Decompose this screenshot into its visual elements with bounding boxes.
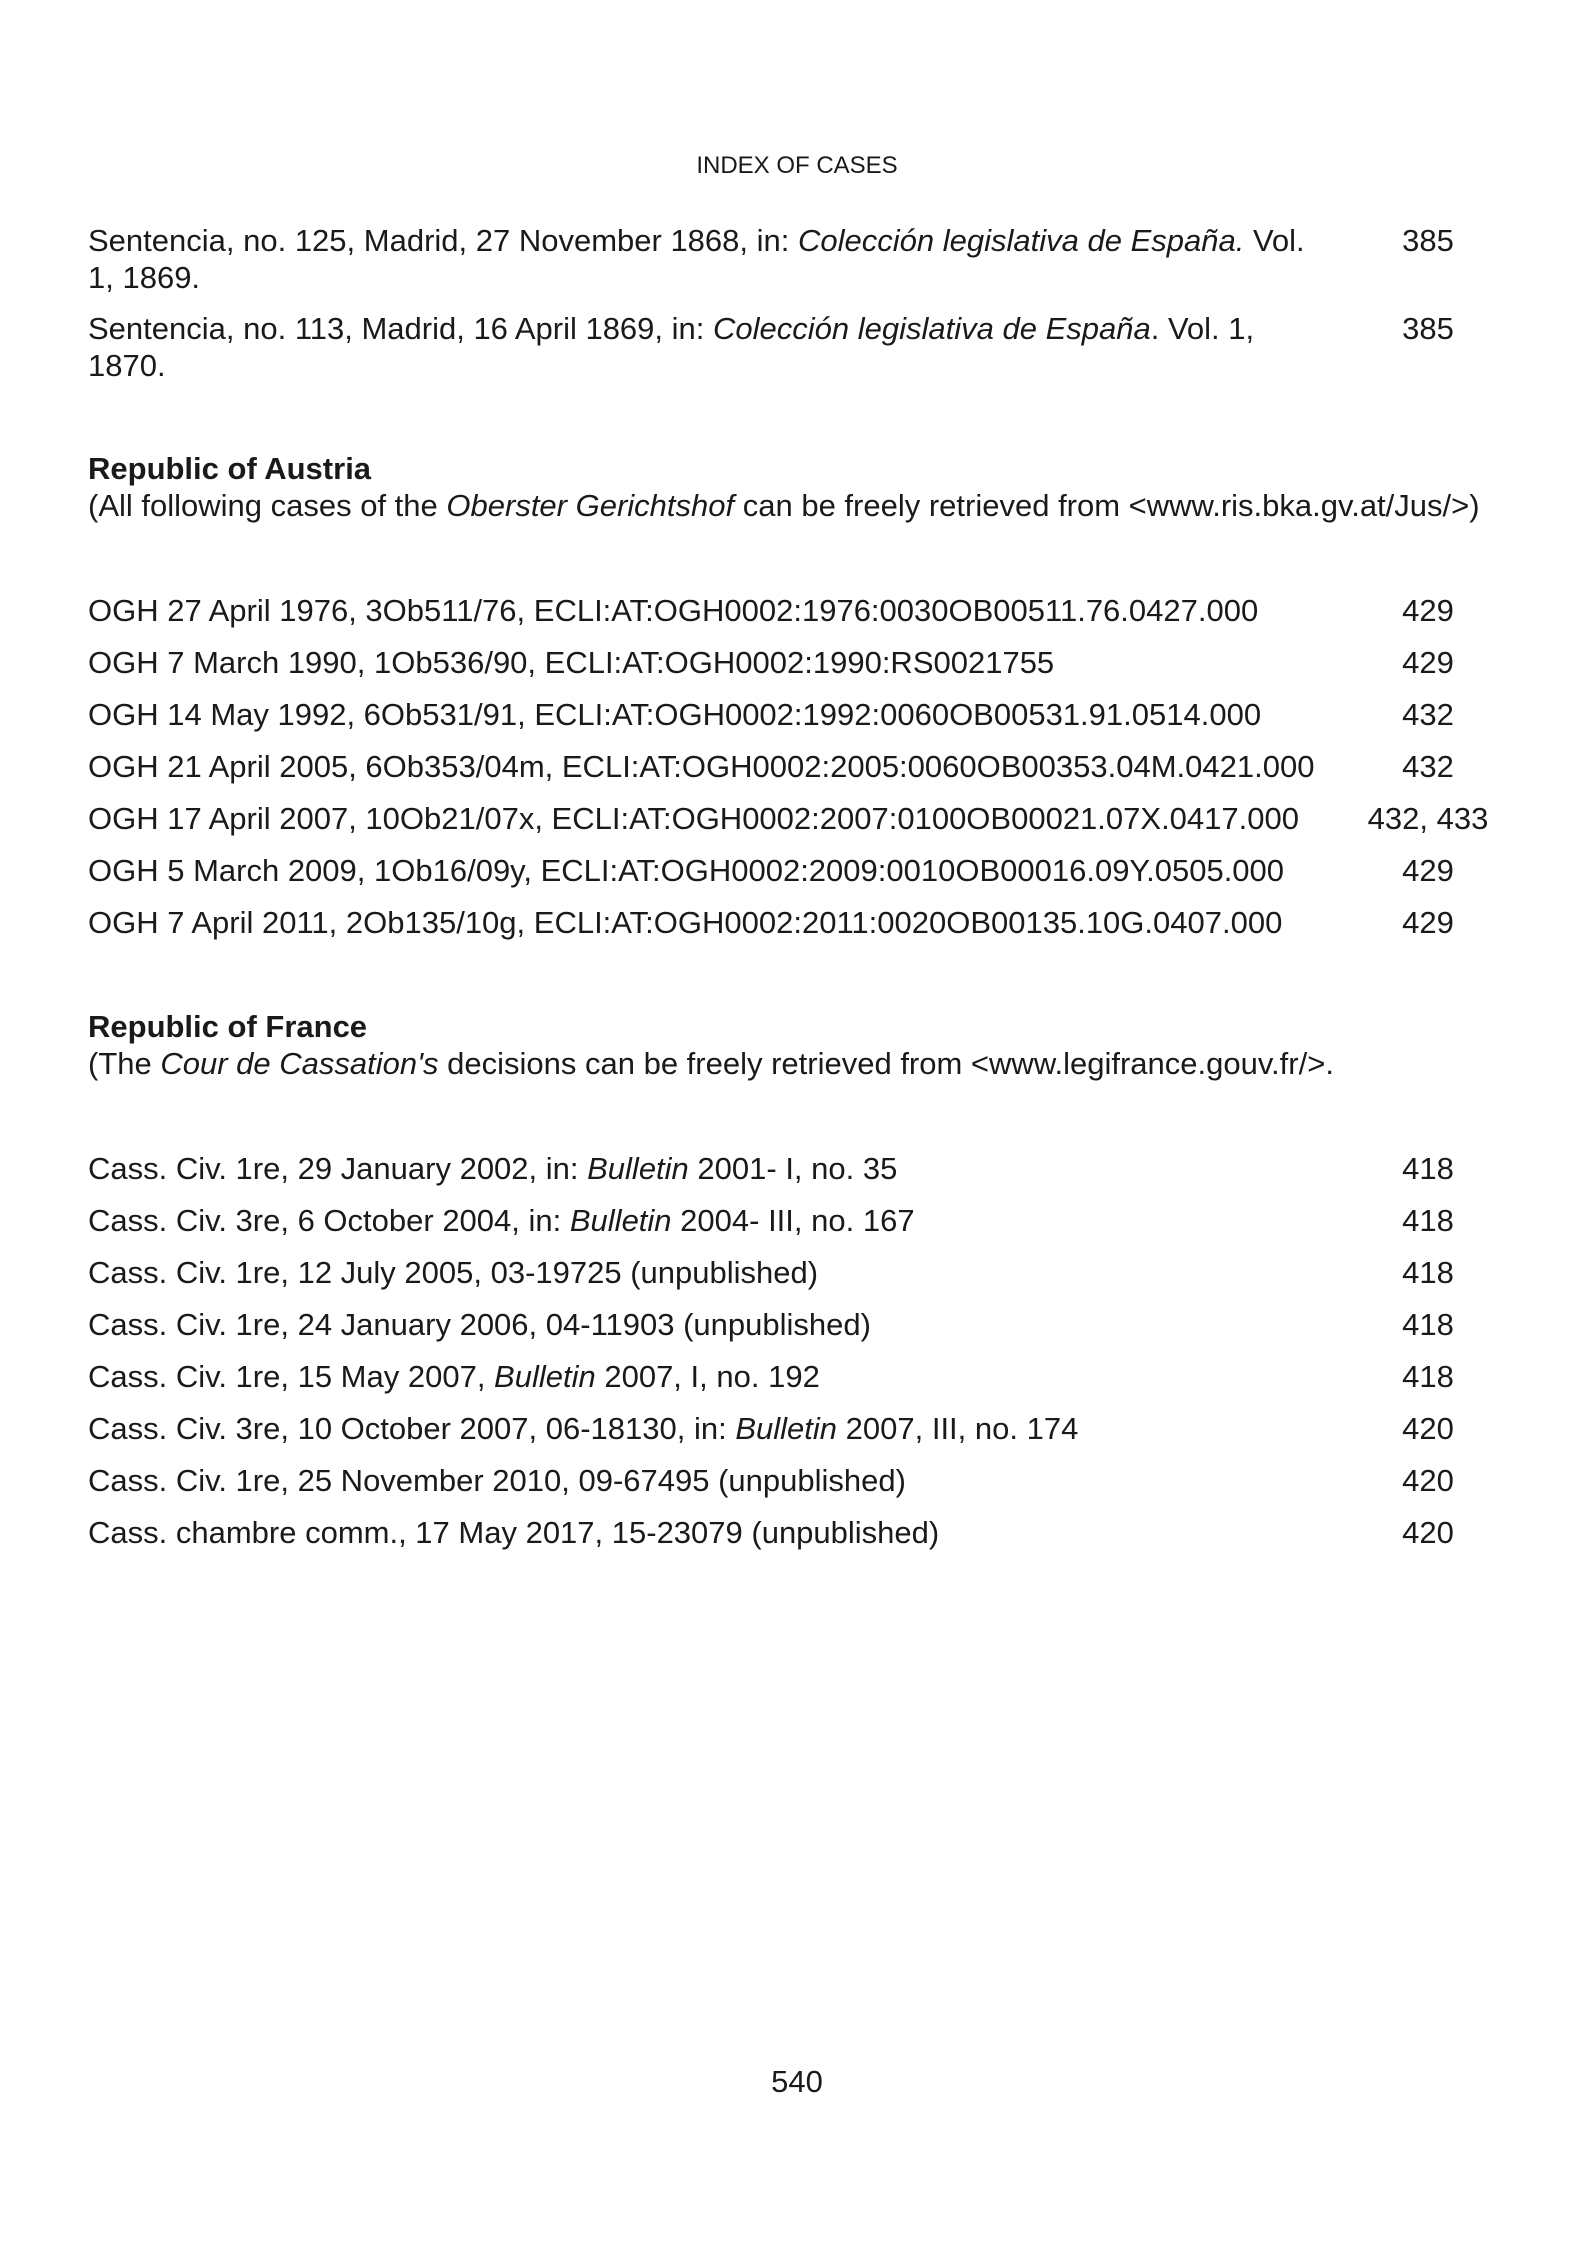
case-citation <box>88 1410 1338 1447</box>
case-pages: 429 <box>1402 645 1454 680</box>
citation-text: Cass. Civ. 1re, 15 May 2007, <box>88 1359 495 1394</box>
citation-source-italic: Bulletin <box>494 1359 596 1394</box>
section-note-austria <box>88 487 1508 524</box>
citation-text: 2004- III, no. 167 <box>671 1203 915 1238</box>
note-text: (All following cases of the <box>88 488 447 523</box>
case-entry <box>88 1306 1508 1358</box>
france-case-list <box>88 1150 1508 1566</box>
spain-case-list <box>88 222 1508 384</box>
citation-text: Cass. Civ. 3re, 6 October 2004, in: <box>88 1203 570 1238</box>
case-citation: OGH 5 March 2009, 1Ob16/09y, ECLI:AT:OGH0002:2009:0010OB00016.09Y.0505.000 <box>88 853 1285 888</box>
austria-case-list <box>88 592 1508 956</box>
citation-text: 2007, III, no. 174 <box>837 1411 1079 1446</box>
case-entry <box>88 1202 1508 1254</box>
index-body <box>88 222 1508 1566</box>
case-citation <box>88 1358 1338 1395</box>
case-citation <box>88 310 1338 384</box>
case-entry <box>88 852 1508 904</box>
case-pages: 418 <box>1402 1151 1454 1186</box>
case-citation <box>88 1254 1338 1291</box>
citation-source-italic: Bulletin <box>569 1203 672 1238</box>
case-citation: OGH 27 April 1976, 3Ob511/76, ECLI:AT:OGH0002:1976:0030OB00511.76.0427.000 <box>88 593 1259 628</box>
case-pages: 418 <box>1402 1307 1454 1342</box>
citation-text: Cass. Civ. 1re, 29 January 2002, in: <box>88 1151 588 1186</box>
citation-text: . Vol. 1, 1870. <box>88 311 1255 383</box>
case-entry <box>88 592 1508 644</box>
case-entry <box>88 222 1508 296</box>
case-pages: 418 <box>1402 1255 1454 1290</box>
case-pages: 385 <box>1402 223 1454 258</box>
citation-source-italic: Bulletin <box>735 1411 838 1446</box>
case-citation <box>88 1202 1338 1239</box>
case-citation <box>88 1462 1338 1499</box>
case-entry <box>88 1150 1508 1202</box>
note-court-italic: Cour de Cassation's <box>160 1046 439 1081</box>
note-text: decisions can be freely retrieved from <www.legifrance.gouv.fr/>. <box>438 1046 1334 1081</box>
citation-source-italic: Bulletin <box>587 1151 689 1186</box>
austria-section-heading <box>88 450 1508 524</box>
case-entry <box>88 1462 1508 1514</box>
case-pages: 429 <box>1402 853 1454 888</box>
case-entry <box>88 748 1508 800</box>
case-pages: 418 <box>1402 1359 1454 1394</box>
citation-text: Cass. Civ. 1re, 25 November 2010, 09-67495 (unpublished) <box>88 1463 906 1498</box>
case-pages: 420 <box>1402 1411 1454 1446</box>
case-pages: 420 <box>1402 1463 1454 1498</box>
citation-text: Sentencia, no. 113, Madrid, 16 April 1869, in: <box>88 311 713 346</box>
citation-text: Cass. Civ. 1re, 12 July 2005, 03-19725 (unpublished) <box>88 1255 819 1290</box>
case-citation <box>88 222 1338 296</box>
case-pages: 429 <box>1402 593 1454 628</box>
case-citation: OGH 17 April 2007, 10Ob21/07x, ECLI:AT:OGH0002:2007:0100OB00021.07X.0417.000 <box>88 801 1299 836</box>
note-text: can be freely retrieved from <www.ris.bka.gv.at/Jus/>) <box>734 488 1480 523</box>
case-pages: 429 <box>1402 905 1454 940</box>
case-entry <box>88 310 1508 384</box>
case-citation <box>88 1150 1338 1187</box>
case-entry <box>88 1254 1508 1306</box>
running-header: INDEX OF CASES <box>696 152 898 179</box>
case-entry <box>88 800 1508 852</box>
page-number: 540 <box>771 2064 823 2099</box>
section-title-austria: Republic of Austria <box>88 451 372 486</box>
case-pages: 432 <box>1402 697 1454 732</box>
section-title-france: Republic of France <box>88 1009 368 1044</box>
citation-source-italic: Colección legislativa de España <box>713 311 1151 346</box>
case-entry <box>88 644 1508 696</box>
citation-text: Vol. 1, 1869. <box>88 223 1305 295</box>
section-note-france <box>88 1045 1508 1082</box>
case-citation: OGH 21 April 2005, 6Ob353/04m, ECLI:AT:OGH0002:2005:0060OB00353.04M.0421.000 <box>88 749 1315 784</box>
case-entry <box>88 696 1508 748</box>
case-citation <box>88 1514 1338 1551</box>
citation-text: 2007, I, no. 192 <box>595 1359 820 1394</box>
case-pages: 432, 433 <box>1367 801 1489 836</box>
case-citation: OGH 14 May 1992, 6Ob531/91, ECLI:AT:OGH0002:1992:0060OB00531.91.0514.000 <box>88 697 1262 732</box>
note-text: (The <box>88 1046 161 1081</box>
france-section-heading <box>88 1008 1508 1082</box>
case-pages: 418 <box>1402 1203 1454 1238</box>
citation-text: Sentencia, no. 125, Madrid, 27 November 1868, in: <box>88 223 798 258</box>
citation-text: Cass. Civ. 1re, 24 January 2006, 04-11903 (unpublished) <box>88 1307 871 1342</box>
case-citation <box>88 1306 1338 1343</box>
case-pages: 420 <box>1402 1515 1454 1550</box>
case-citation: OGH 7 April 2011, 2Ob135/10g, ECLI:AT:OGH0002:2011:0020OB00135.10G.0407.000 <box>88 905 1283 940</box>
note-court-italic: Oberster Gerichtshof <box>446 488 735 523</box>
citation-text: Cass. Civ. 3re, 10 October 2007, 06-18130, in: <box>88 1411 736 1446</box>
case-entry <box>88 904 1508 956</box>
case-entry <box>88 1410 1508 1462</box>
case-pages: 385 <box>1402 311 1454 346</box>
case-entry <box>88 1358 1508 1410</box>
case-pages: 432 <box>1402 749 1454 784</box>
citation-text: 2001- I, no. 35 <box>688 1151 898 1186</box>
case-entry <box>88 1514 1508 1566</box>
citation-source-italic: Colección legislativa de España. <box>798 223 1245 258</box>
citation-text: Cass. chambre comm., 17 May 2017, 15-23079 (unpublished) <box>88 1515 940 1550</box>
case-citation: OGH 7 March 1990, 1Ob536/90, ECLI:AT:OGH0002:1990:RS0021755 <box>88 645 1055 680</box>
